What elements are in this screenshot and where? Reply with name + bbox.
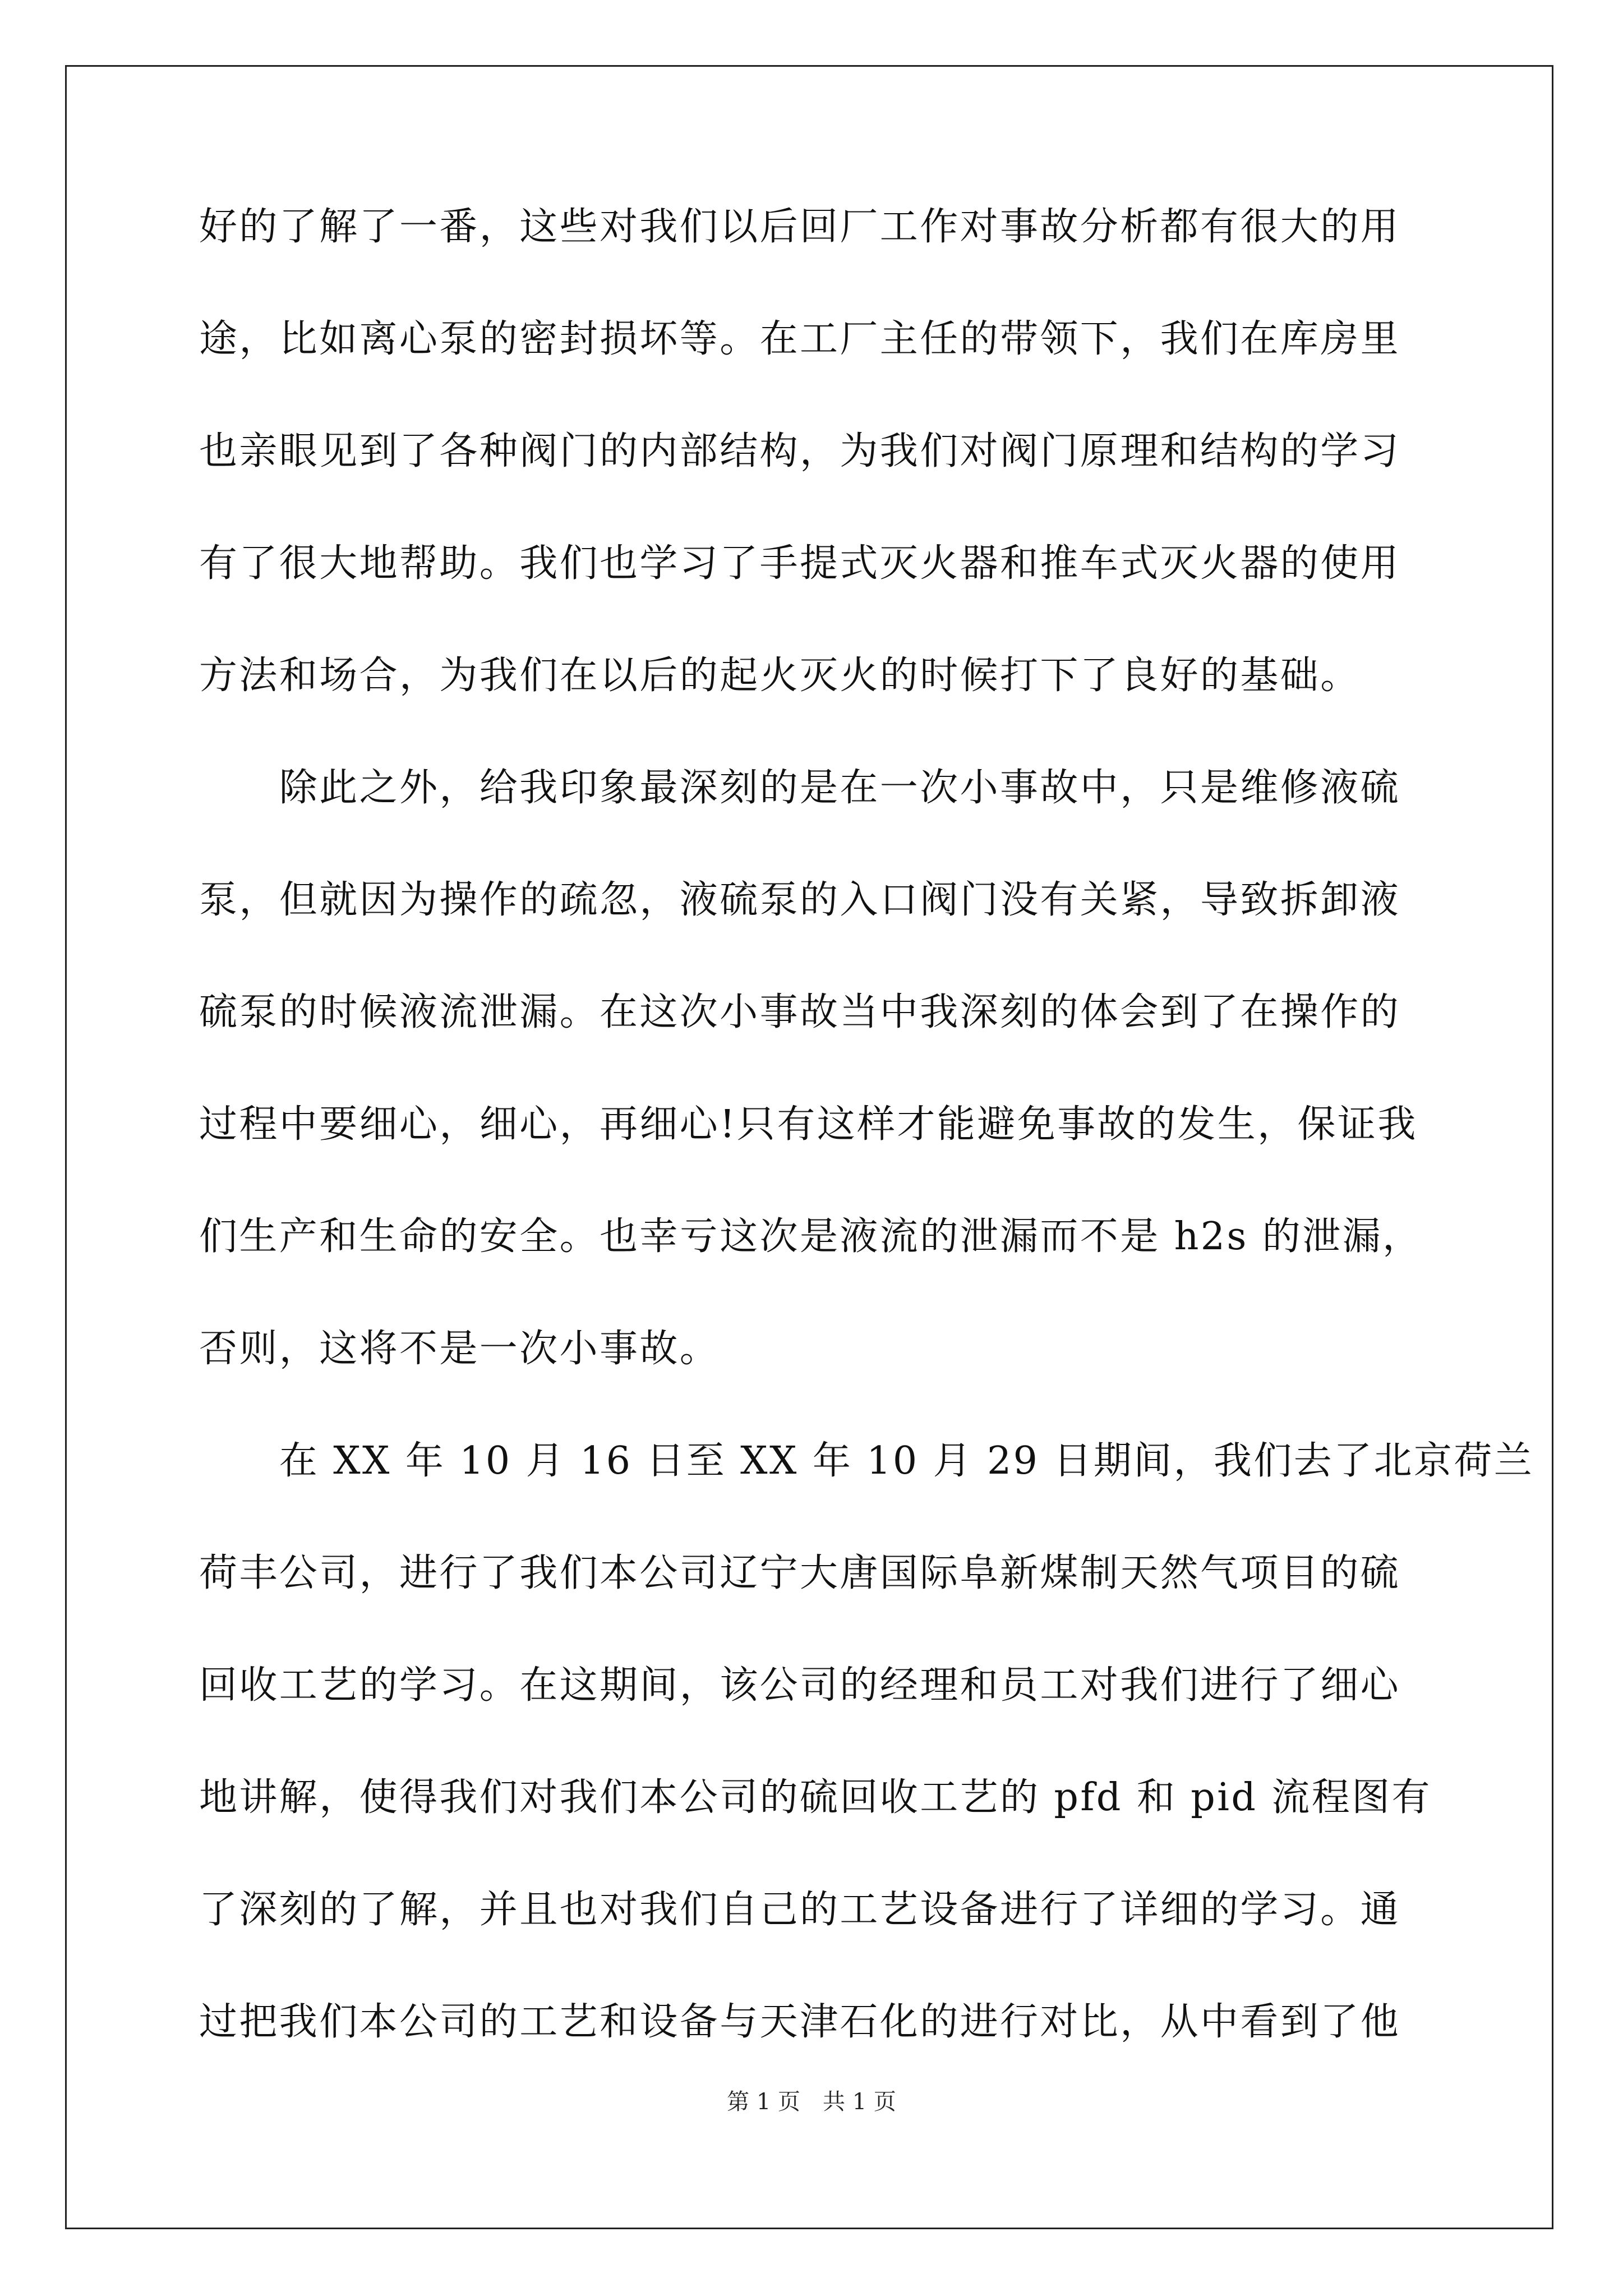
text-line: 回收工艺的学习。在这期间，该公司的经理和员工对我们进行了细心	[199, 1663, 1401, 1708]
text-line: 在 XX 年 10 月 16 日至 XX 年 10 月 29 日期间，我们去了北京荷兰	[199, 1439, 1534, 1483]
text-line: 途，比如离心泵的密封损坏等。在工厂主任的带领下，我们在库房里	[199, 317, 1401, 361]
page-number-footer: 第 1 页 共 1 页	[727, 2089, 896, 2115]
text-line: 过把我们本公司的工艺和设备与天津石化的进行对比，从中看到了他	[199, 2000, 1401, 2044]
text-line: 荷丰公司，进行了我们本公司辽宁大唐国际阜新煤制天然气项目的硫	[199, 1551, 1401, 1595]
text-line: 有了很大地帮助。我们也学习了手提式灭火器和推车式灭火器的使用	[199, 541, 1401, 586]
text-line: 地讲解，使得我们对我们本公司的硫回收工艺的 pfd 和 pid 流程图有	[199, 1775, 1432, 1820]
text-line: 泵，但就因为操作的疏忽，液硫泵的入口阀门没有关紧，导致拆卸液	[199, 878, 1401, 922]
text-line: 了深刻的了解，并且也对我们自己的工艺设备进行了详细的学习。通	[199, 1888, 1401, 1932]
text-line: 方法和场合，为我们在以后的起火灭火的时候打下了良好的基础。	[199, 654, 1361, 698]
text-line: 们生产和生命的安全。也幸亏这次是液流的泄漏而不是 h2s 的泄漏，	[199, 1214, 1423, 1259]
text-line: 除此之外，给我印象最深刻的是在一次小事故中，只是维修液硫	[199, 766, 1401, 810]
text-line: 否则，这将不是一次小事故。	[199, 1327, 720, 1371]
text-line: 好的了解了一番，这些对我们以后回厂工作对事故分析都有很大的用	[199, 205, 1401, 249]
text-line: 也亲眼见到了各种阀门的内部结构，为我们对阀门原理和结构的学习	[199, 429, 1401, 473]
text-line: 过程中要细心，细心，再细心!只有这样才能避免事故的发生，保证我	[199, 1102, 1418, 1147]
text-line: 硫泵的时候液流泄漏。在这次小事故当中我深刻的体会到了在操作的	[199, 990, 1401, 1034]
